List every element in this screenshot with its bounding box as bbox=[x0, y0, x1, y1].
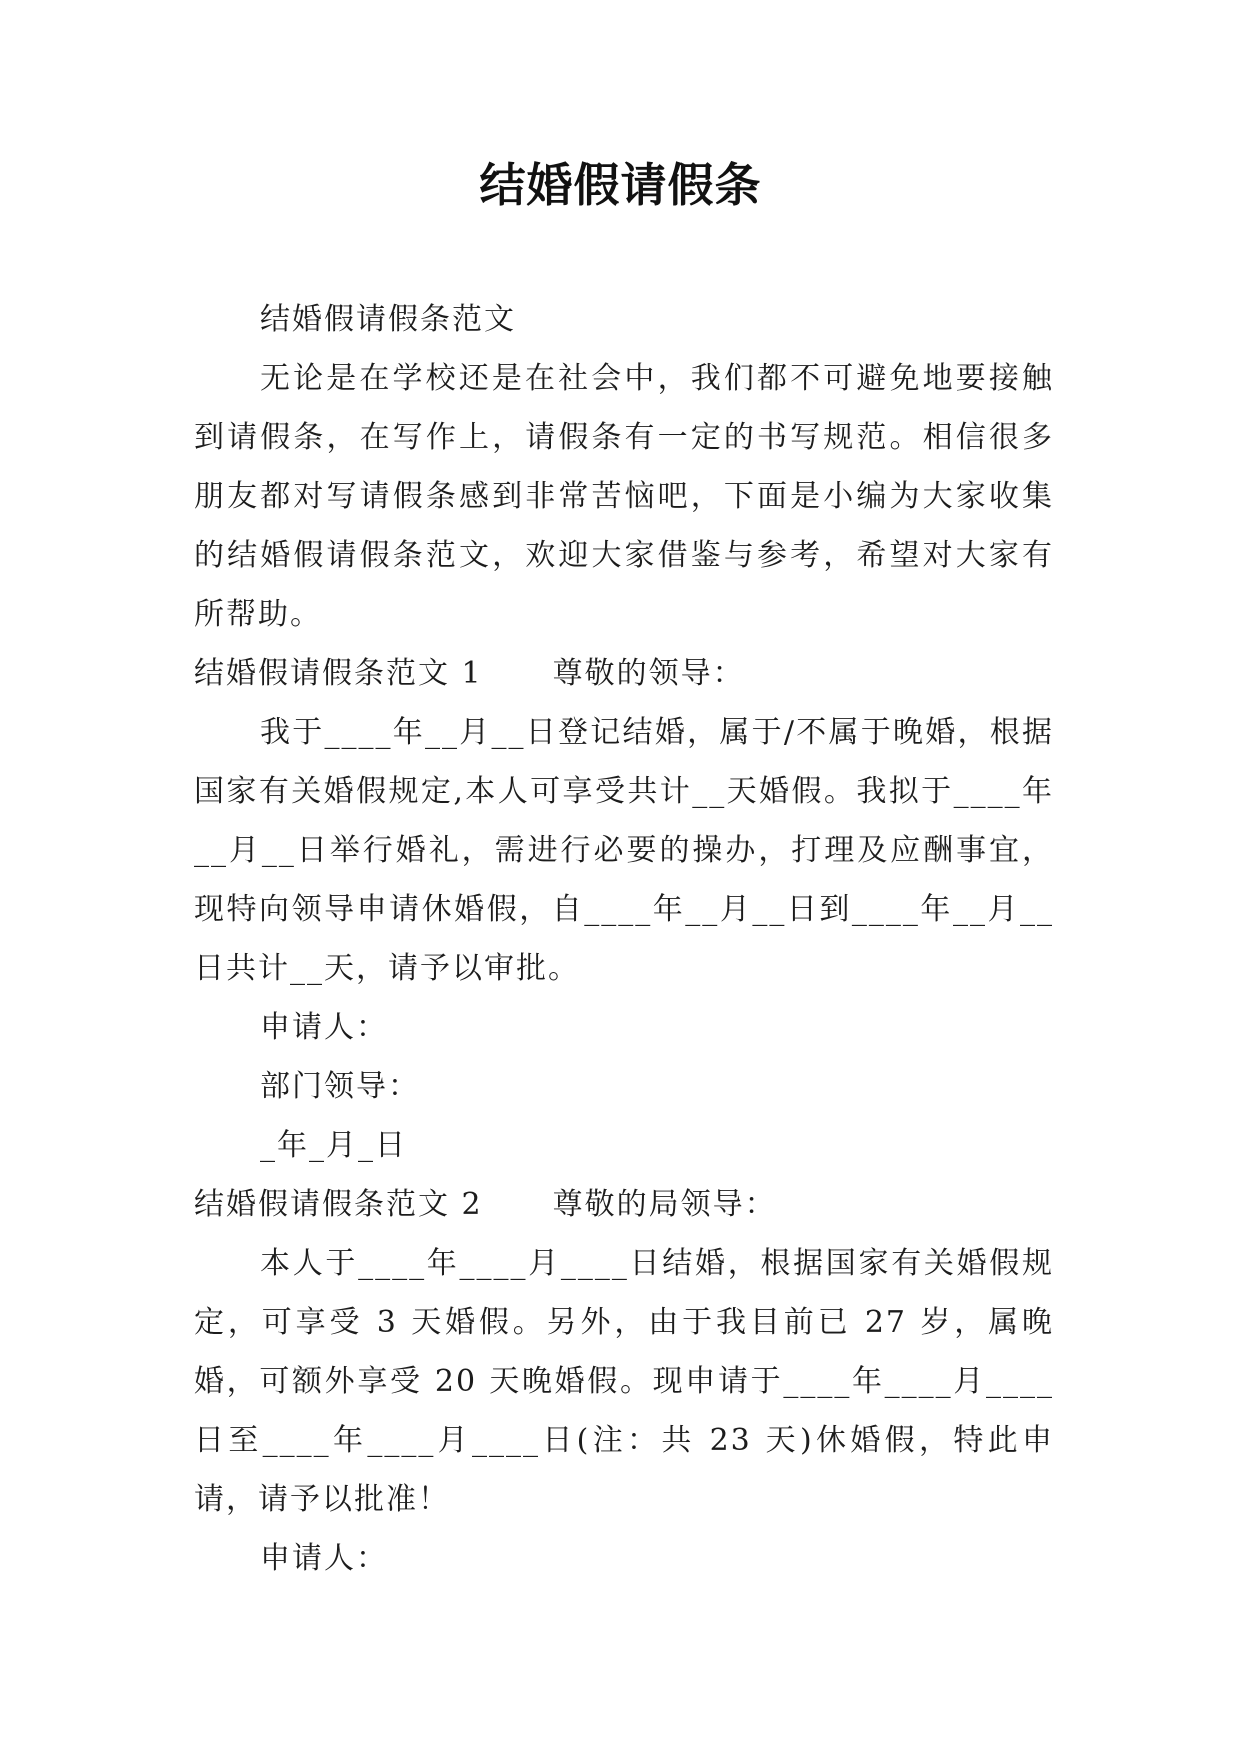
sample1-dept-leader: 部门领导： bbox=[260, 1069, 420, 1104]
sample2-salutation: 尊敬的局领导： bbox=[552, 1187, 777, 1222]
intro-paragraph: 无论是在学校还是在社会中，我们都不可避免地要接触到请假条，在写作上，请假条有一定的书写规范。相信很多朋友都对写请假条感到非常苦恼吧，下面是小编为大家收集的结婚假请假条范文，欢迎大家借鉴与参考，希望对大家有所帮助。 bbox=[194, 361, 1054, 632]
sample1-applicant: 申请人： bbox=[260, 1010, 388, 1045]
sample1-body: 我于____年__月__日登记结婚，属于/不属于晚婚，根据国家有关婚假规定,本人可享受共计__天婚假。我拟于____年__月__日举行婚礼，需进行必要的操办，打理及应酬事宜，现特向领导申请休婚假，自____年__月__日到____年__月__日共计__天，请予以审批。 bbox=[194, 715, 1054, 986]
sample1-salutation: 尊敬的领导： bbox=[552, 656, 745, 691]
sample1-date: _年_月_日 bbox=[260, 1128, 407, 1163]
sample2-heading-line bbox=[194, 1175, 1054, 1234]
sample2-heading: 结婚假请假条范文 2 bbox=[194, 1187, 483, 1222]
sample2-body: 本人于____年____月____日结婚，根据国家有关婚假规定，可享受 3 天婚假。另外，由于我目前已 27 岁，属晚婚，可额外享受 20 天晚婚假。现申请于____年____月____日至____年____月____日(注：共 23 天)休婚假，特此申请，请予以批准！ bbox=[194, 1246, 1054, 1517]
subtitle: 结婚假请假条范文 bbox=[260, 302, 516, 337]
document-body bbox=[194, 290, 1054, 1588]
page-title: 结婚假请假条 bbox=[479, 158, 762, 212]
sample2-applicant: 申请人： bbox=[260, 1541, 388, 1576]
sample1-heading: 结婚假请假条范文 1 bbox=[194, 656, 483, 691]
sample1-heading-line bbox=[194, 644, 1054, 703]
